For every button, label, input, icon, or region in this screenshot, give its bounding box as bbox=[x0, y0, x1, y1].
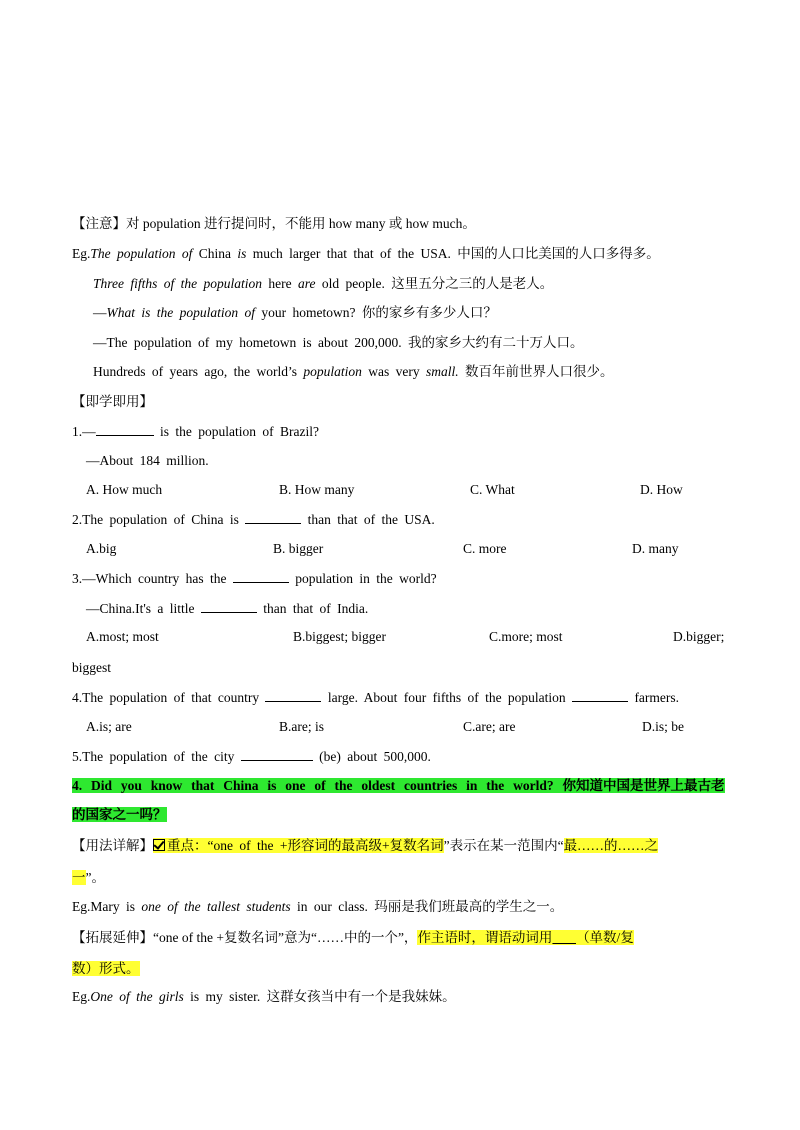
practice-label: 【即学即用】 bbox=[72, 394, 153, 409]
note-label: 【注意】 bbox=[72, 216, 126, 231]
example-3: —What is the population of your hometown? 你的家乡有多少人口？ bbox=[93, 305, 497, 320]
q4-option-b: B.are; is bbox=[279, 719, 324, 734]
extend-example: Eg.One of the girls is my sister. 这群女孩当中有一个是我妹妹。 bbox=[72, 989, 456, 1004]
usage-key-point: 重点：“one of the +形容词的最高级+复数名词 bbox=[153, 838, 444, 853]
section-4-heading: 4. Did you know that China is one of the oldest countries in the world? 你知道中国是世界上最古老 bbox=[72, 778, 725, 793]
extend-line-1: 【拓展延伸】“one of the +复数名词”意为“……中的一个”，作主语时，谓语动词用 （单数/复 bbox=[72, 930, 634, 945]
usage-example: Eg.Mary is one of the tallest students in our class. 玛丽是我们班最高的学生之一。 bbox=[72, 899, 564, 914]
q2-option-c: C. more bbox=[463, 541, 507, 556]
extend-blank[interactable] bbox=[552, 930, 576, 945]
q3-option-d-wrap: biggest bbox=[72, 660, 111, 675]
usage-line-2: 一”。 bbox=[72, 870, 105, 885]
answer-blank[interactable] bbox=[233, 568, 289, 583]
q1-option-c: C. What bbox=[470, 482, 515, 497]
example-4: —The population of my hometown is about 200,000. 我的家乡大约有二十万人口。 bbox=[93, 335, 584, 350]
note-text: 对 population 进行提问时，不能用 how many 或 how much。 bbox=[126, 216, 476, 231]
answer-blank[interactable] bbox=[265, 687, 321, 702]
example-2: Three fifths of the population here are old people. 这里五分之三的人是老人。 bbox=[93, 276, 554, 291]
question-1: 1.— is the population of Brazil? bbox=[72, 421, 319, 442]
note-line bbox=[72, 214, 476, 234]
question-2: 2.The population of China is than that of the USA. bbox=[72, 509, 435, 530]
q2-option-d: D. many bbox=[632, 541, 679, 556]
q3-option-d: D.bigger; bbox=[673, 629, 725, 644]
extend-line-2: 数）形式。 bbox=[72, 961, 140, 976]
checkbox-icon bbox=[153, 839, 165, 851]
answer-blank[interactable] bbox=[245, 509, 301, 524]
q3-option-c: C.more; most bbox=[489, 629, 563, 644]
question-5: 5.The population of the city (be) about 500,000. bbox=[72, 746, 431, 767]
section-4-heading-cont: 的国家之一吗？ bbox=[72, 807, 167, 822]
q4-option-a: A.is; are bbox=[86, 719, 132, 734]
q4-option-c: C.are; are bbox=[463, 719, 516, 734]
question-3: 3.—Which country has the population in the world? bbox=[72, 568, 437, 589]
example-5: Hundreds of years ago, the world’s population was very small. 数百年前世界人口很少。 bbox=[93, 364, 614, 379]
answer-blank[interactable] bbox=[572, 687, 628, 702]
answer-blank[interactable] bbox=[241, 746, 313, 761]
question-3-answer: —China.It's a little than that of India. bbox=[86, 598, 368, 619]
question-1-answer: —About 184 million. bbox=[86, 453, 209, 468]
question-4: 4.The population of that country large. About four fifths of the population farmers. bbox=[72, 687, 679, 708]
example-1: Eg.The population of China is much larger that that of the USA. 中国的人口比美国的人口多得多。 bbox=[72, 246, 660, 261]
usage-line-1: 【用法详解】 重点：“one of the +形容词的最高级+复数名词”表示在某一范围内“最……的……之 bbox=[72, 838, 659, 853]
q1-option-d: D. How bbox=[640, 482, 683, 497]
q2-option-b: B. bigger bbox=[273, 541, 324, 556]
q2-option-a: A.big bbox=[86, 541, 117, 556]
answer-blank[interactable] bbox=[96, 421, 154, 436]
q3-option-b: B.biggest; bigger bbox=[293, 629, 386, 644]
q3-option-a: A.most; most bbox=[86, 629, 159, 644]
q1-option-b: B. How many bbox=[279, 482, 355, 497]
q4-option-d: D.is; be bbox=[642, 719, 684, 734]
extend-label: 【拓展延伸】 bbox=[72, 930, 153, 945]
answer-blank[interactable] bbox=[201, 598, 257, 613]
usage-label: 【用法详解】 bbox=[72, 838, 153, 853]
q1-option-a: A. How much bbox=[86, 482, 163, 497]
